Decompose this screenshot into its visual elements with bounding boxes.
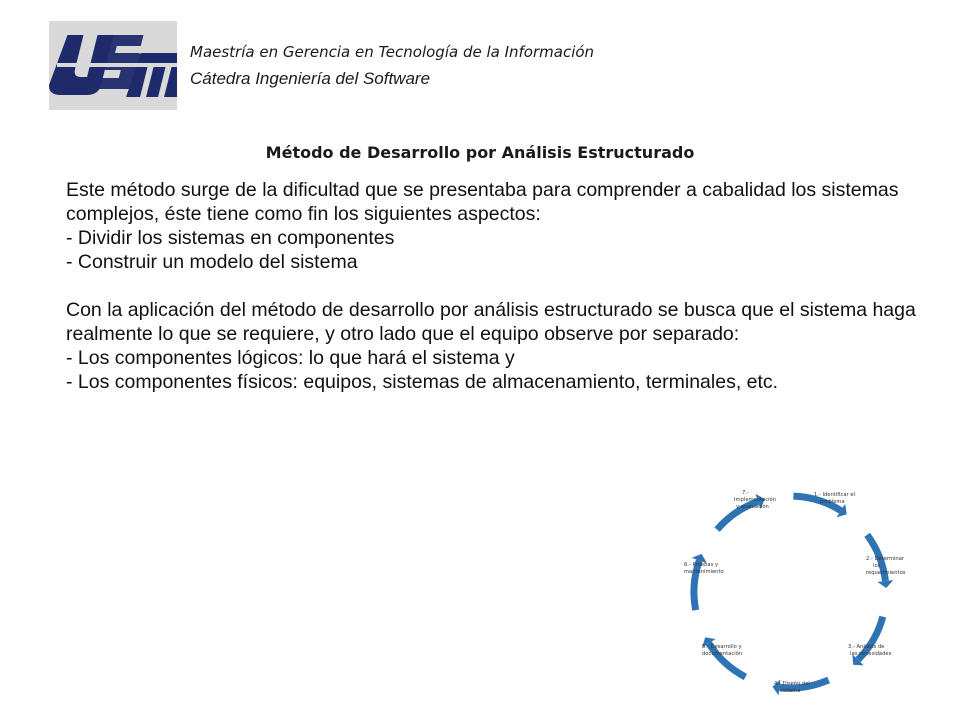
slide-title: Método de Desarrollo por Análisis Estructurado [265, 143, 695, 162]
step-6-line1: 6.- Pruebas y [684, 562, 719, 568]
step-3-line2: las necesidades [850, 651, 892, 657]
development-cycle-diagram [670, 474, 920, 720]
bullet-model: - Construir un modelo del sistema [66, 251, 358, 273]
bullet-physical: - Los componentes físicos: equipos, sistemas de almacenamiento, terminales, etc. [66, 371, 779, 393]
step-6-line2: mantenimiento [684, 569, 724, 575]
intro-paragraph: Este método surge de la dificultad que se presentaba para comprender a cabalidad los sistemas complejos, éste tiene como fin los siguientes aspectos: [66, 179, 899, 225]
application-paragraph: Con la aplicación del método de desarrollo por análisis estructurado se busca que el sistema haga realmente lo que se requiere, y otro lado que el equipo observe por separado: [66, 299, 916, 345]
cycle-step-5 [702, 644, 742, 657]
cycle-arrowhead-2 [877, 580, 893, 588]
cycle-step-1 [814, 492, 855, 505]
program-name: Maestría en Gerencia en Tecnología de la Información [190, 43, 595, 61]
slide-body [66, 178, 916, 394]
step-3-line1: 3.- Análisis de [848, 644, 885, 650]
step-4-line1: 4.- Diseño del [774, 681, 810, 687]
step-1-line1: 1.- Identificar el [814, 492, 855, 498]
paragraph-spacer [66, 274, 916, 298]
cycle-step-6 [684, 562, 724, 575]
step-2-line1: 2.- Determinar [866, 556, 905, 562]
step-7-line2: Implementación [734, 497, 777, 503]
cycle-arrows [692, 494, 894, 696]
step-1-line2: problema [820, 499, 845, 505]
step-5-line2: documentación [702, 651, 743, 657]
step-7-line1: 7.- [742, 490, 749, 496]
usm-logo-graphic [49, 21, 177, 110]
step-5-line1: 5.- Desarrollo y [702, 644, 742, 650]
bullet-divide: - Dividir los sistemas en componentes [66, 227, 395, 249]
step-2-line2: los [873, 563, 881, 569]
step-7-line3: y evaluación [736, 504, 769, 510]
course-name: Cátedra Ingeniería del Software [190, 69, 431, 88]
cycle-step-7 [734, 490, 776, 510]
step-4-line2: sistema [780, 688, 801, 694]
cycle-svg [670, 474, 920, 720]
step-2-line3: requerimientos [866, 570, 906, 576]
bullet-logical: - Los componentes lógicos: lo que hará el sistema y [66, 347, 515, 369]
usm-logo [49, 21, 177, 110]
